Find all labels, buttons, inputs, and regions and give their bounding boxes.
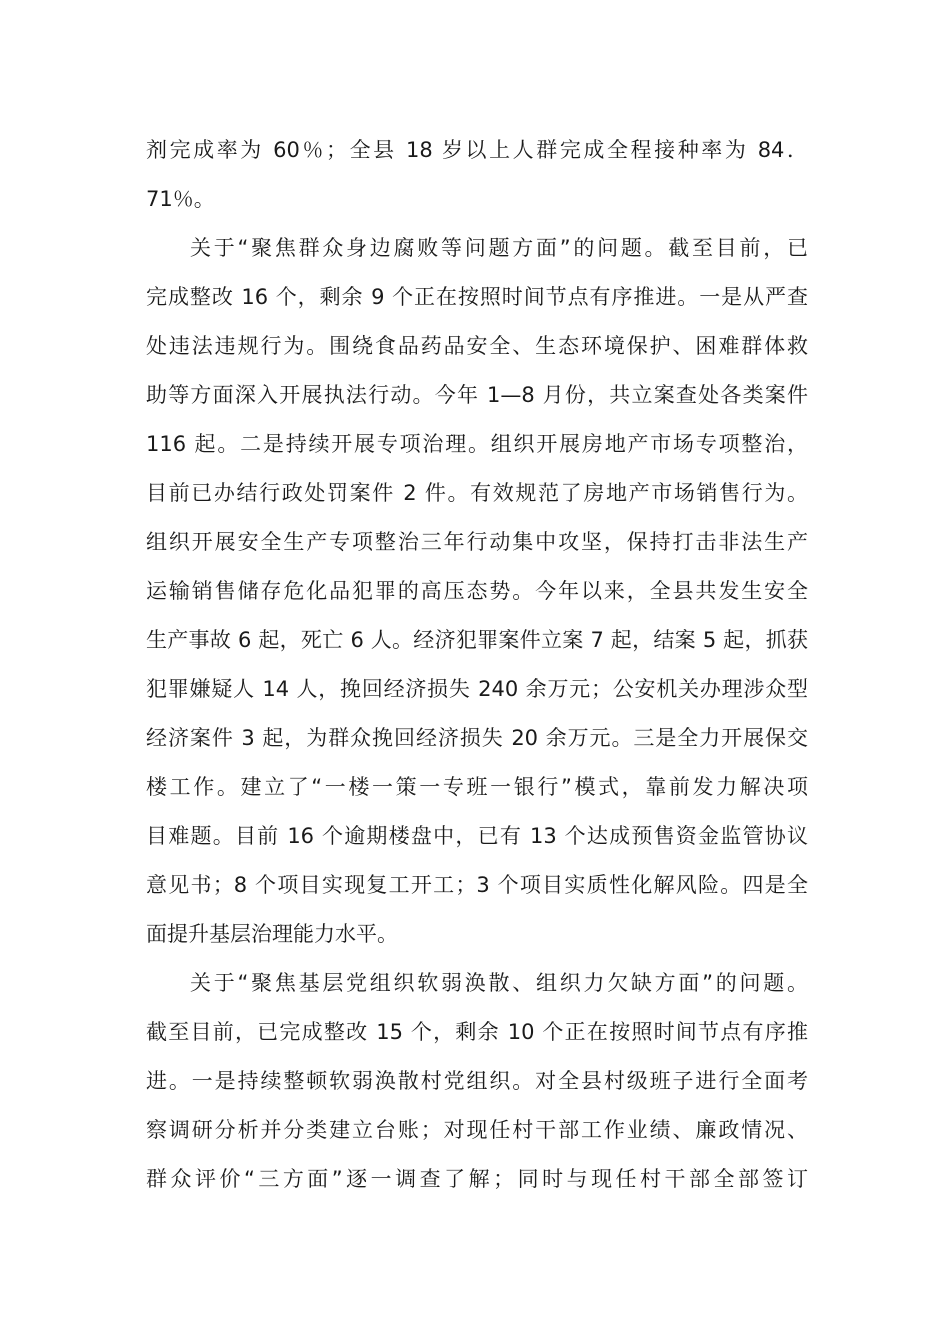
paragraph-first-line: 关于“聚焦群众身边腐败等问题方面”的问题。截至目前，已 [190,236,808,260]
paragraph-line: 犯罪嫌疑人 14 人，挽回经济损失 240 余万元；公安机关办理涉众型 [146,677,808,701]
paragraph-line: 运输销售储存危化品犯罪的高压态势。今年以来，全县共发生安全 [146,579,808,603]
paragraph-line: 组织开展安全生产专项整治三年行动集中攻坚，保持打击非法生产 [146,530,808,554]
paragraph-line: 助等方面深入开展执法行动。今年 1—8 月份，共立案查处各类案件 [146,383,808,407]
paragraph-line: 剂完成率为 60％；全县 18 岁以上人群完成全程接种率为 84． [146,138,808,162]
body-text [146,126,808,1204]
paragraph-line: 进。一是持续整顿软弱涣散村党组织。对全县村级班子进行全面考 [146,1069,808,1093]
paragraph-line: 目难题。目前 16 个逾期楼盘中，已有 13 个达成预售资金监管协议 [146,824,808,848]
paragraph-line: 完成整改 16 个，剩余 9 个正在按照时间节点有序推进。一是从严查 [146,285,808,309]
paragraph-line: 面提升基层治理能力水平。 [146,922,398,946]
paragraph-line: 71％。 [146,187,215,211]
paragraph-line: 116 起。二是持续开展专项治理。组织开展房地产市场专项整治， [146,432,808,456]
paragraph-line: 意见书；8 个项目实现复工开工；3 个项目实质性化解风险。四是全 [146,873,808,897]
paragraph-line: 目前已办结行政处罚案件 2 件。有效规范了房地产市场销售行为。 [146,481,808,505]
paragraph-line: 经济案件 3 起，为群众挽回经济损失 20 余万元。三是全力开展保交 [146,726,808,750]
paragraph-line: 楼工作。建立了“一楼一策一专班一银行”模式，靠前发力解决项 [146,775,808,799]
paragraph-line: 群众评价“三方面”逐一调查了解；同时与现任村干部全部签订 [146,1167,808,1191]
paragraph-line: 截至目前，已完成整改 15 个，剩余 10 个正在按照时间节点有序推 [146,1020,808,1044]
paragraph-line: 处违法违规行为。围绕食品药品安全、生态环境保护、困难群体救 [146,334,808,358]
paragraph-first-line: 关于“聚焦基层党组织软弱涣散、组织力欠缺方面”的问题。 [190,971,808,995]
paragraph-line: 察调研分析并分类建立台账；对现任村干部工作业绩、廉政情况、 [146,1118,808,1142]
paragraph-line: 生产事故 6 起，死亡 6 人。经济犯罪案件立案 7 起，结案 5 起，抓获 [146,628,808,652]
